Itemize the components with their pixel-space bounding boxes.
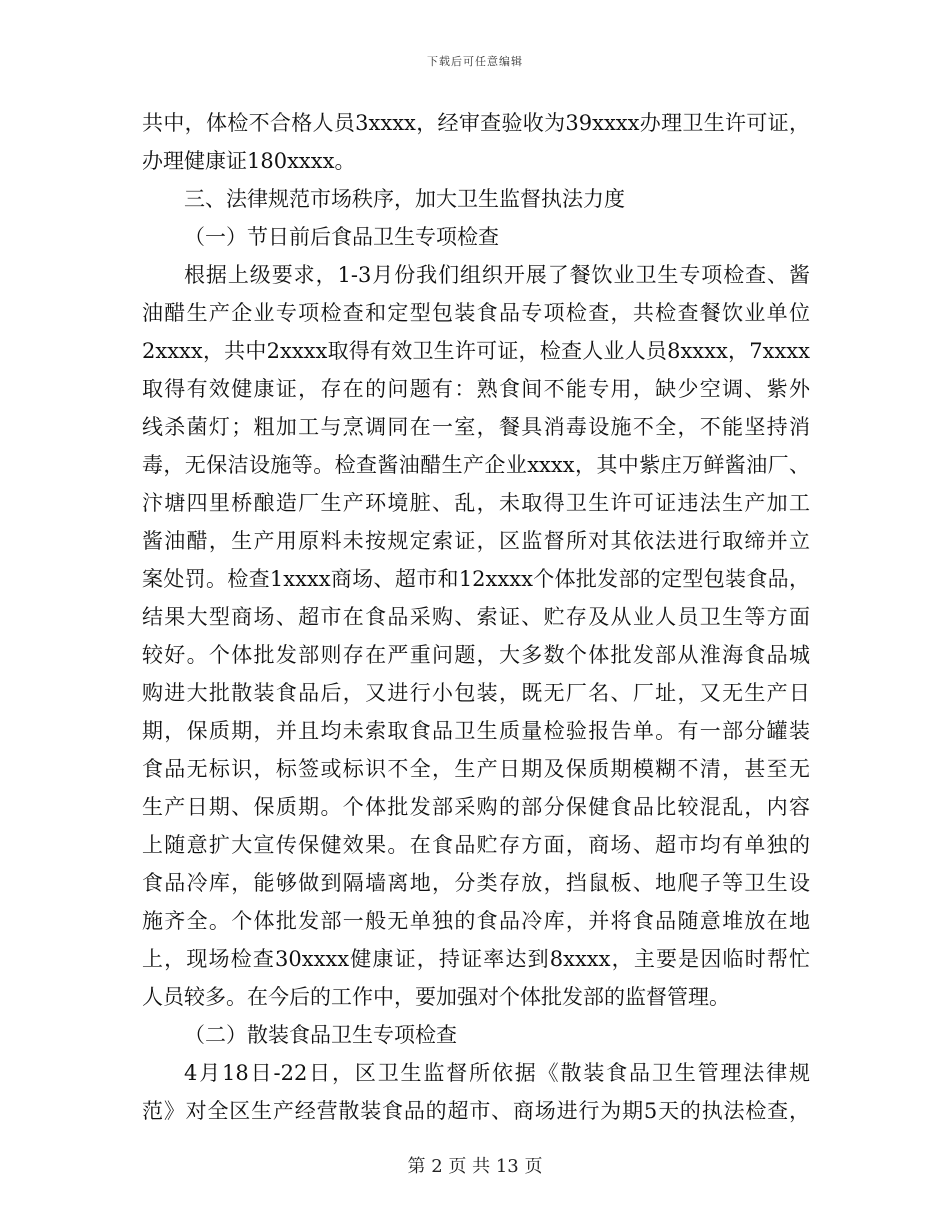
text-line: 食品无标识，标签或标识不全，生产日期及保质期模糊不清，甚至无 [142, 757, 810, 781]
text-line: 毒，无保洁设施等。检查酱油醋生产企业xxxx，其中紫庄万鲜酱油厂、 [142, 453, 810, 477]
document-body [142, 104, 810, 1130]
text-line: 结果大型商场、超市在食品采购、索证、贮存及从业人员卫生等方面 [142, 605, 810, 629]
text-line: 根据上级要求，1-3月份我们组织开展了餐饮业卫生专项检查、酱 [184, 263, 810, 287]
text-line: 人员较多。在今后的工作中，要加强对个体批发部的监督管理。 [142, 985, 730, 1009]
text-line: 食品冷库，能够做到隔墙离地，分类存放，挡鼠板、地爬子等卫生设 [142, 871, 810, 895]
text-line: 取得有效健康证，存在的问题有：熟食间不能专用，缺少空调、紫外 [142, 377, 810, 401]
page-number-footer: 第 2 页 共 13 页 [407, 1156, 543, 1177]
text-line: 酱油醋，生产用原料未按规定索证，区监督所对其依法进行取缔并立 [142, 529, 810, 553]
text-line: 案处罚。检查1xxxx商场、超市和12xxxx个体批发部的定型包装食品， [142, 567, 810, 591]
text-line: 共中，体检不合格人员3xxxx，经审查验收为39xxxx办理卫生许可证， [142, 111, 810, 135]
text-line: （二）散装食品卫生专项检查 [184, 1023, 457, 1047]
text-line: （一）节日前后食品卫生专项检查 [184, 225, 499, 249]
text-line: 范》对全区生产经营散装食品的超市、商场进行为期5天的执法检查， [142, 1099, 810, 1123]
text-line: 期，保质期，并且均未索取食品卫生质量检验报告单。有一部分罐装 [142, 719, 810, 743]
text-line: 较好。个体批发部则存在严重问题，大多数个体批发部从淮海食品城 [142, 643, 810, 667]
text-line: 上，现场检查30xxxx健康证，持证率达到8xxxx，主要是因临时帮忙 [142, 947, 810, 971]
text-line: 生产日期、保质期。个体批发部采购的部分保健食品比较混乱，内容 [142, 795, 810, 819]
page-header: 下载后可任意编辑 [427, 55, 523, 68]
text-line: 4月18日-22日，区卫生监督所依据《散装食品卫生管理法律规 [184, 1061, 810, 1085]
text-line: 油醋生产企业专项检查和定型包装食品专项检查，共检查餐饮业单位 [142, 301, 810, 325]
text-line: 办理健康证180xxxx。 [142, 149, 356, 173]
text-line: 购进大批散装食品后，又进行小包装，既无厂名、厂址，又无生产日 [142, 681, 810, 705]
text-line: 2xxxx，共中2xxxx取得有效卫生许可证，检查人业人员8xxxx，7xxxx [142, 339, 810, 363]
text-line: 三、法律规范市场秩序，加大卫生监督执法力度 [184, 187, 625, 211]
text-line: 施齐全。个体批发部一般无单独的食品冷库，并将食品随意堆放在地 [142, 909, 810, 933]
text-line: 上随意扩大宣传保健效果。在食品贮存方面，商场、超市均有单独的 [142, 833, 810, 857]
text-line: 线杀菌灯；粗加工与烹调同在一室，餐具消毒设施不全，不能坚持消 [142, 415, 810, 439]
text-line: 汴塘四里桥酿造厂生产环境脏、乱，未取得卫生许可证违法生产加工 [142, 491, 810, 515]
